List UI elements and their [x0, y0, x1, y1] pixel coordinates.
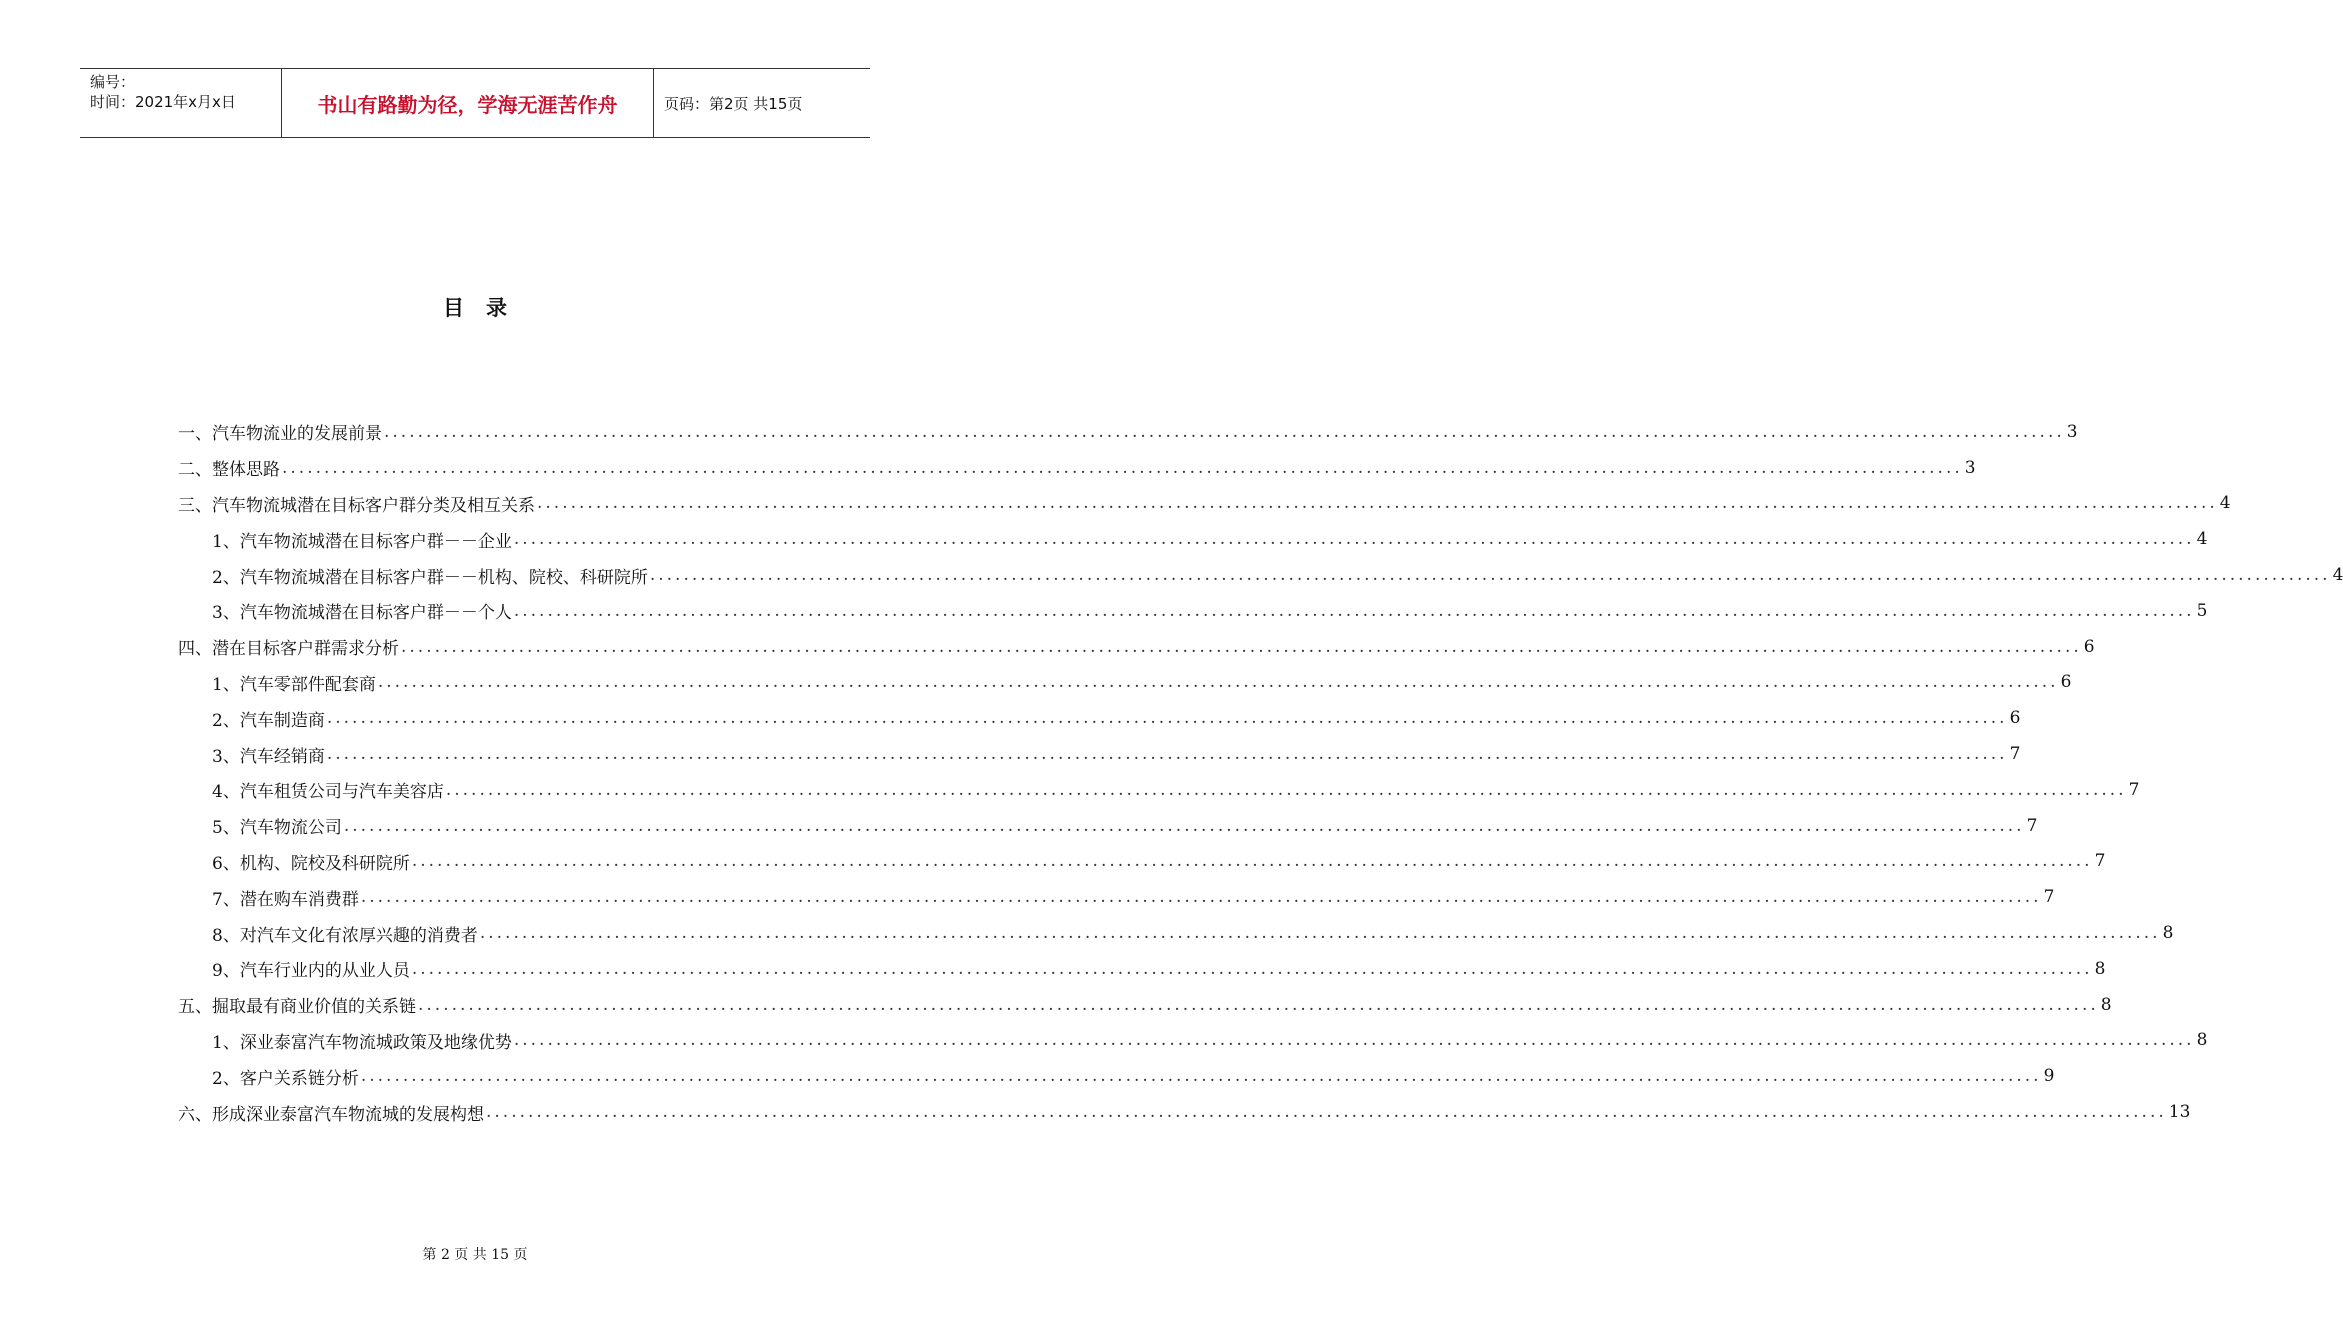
toc-entry-page: 8	[2100, 994, 2112, 1015]
toc-leader-dots: ........................................................................................................................................................................................................	[513, 529, 2195, 550]
toc-leader-dots: ........................................................................................................................................................................................................	[649, 565, 2331, 586]
toc-entry[interactable]	[178, 987, 2112, 1023]
toc-entry[interactable]	[178, 629, 2095, 665]
toc-entry-page: 3	[2066, 421, 2078, 442]
document-number-label: 编号：	[90, 73, 136, 91]
toc-entry-label: 3、汽车经销商	[212, 746, 325, 767]
toc-leader-dots: ........................................................................................................................................................................................................	[513, 1030, 2195, 1051]
toc-entry-page: 8	[2196, 1030, 2208, 1051]
toc-entry-label: 1、汽车物流城潜在目标客户群－－企业	[212, 531, 512, 552]
toc-entry[interactable]	[178, 450, 1976, 486]
toc-leader-dots: ........................................................................................................................................................................................................	[377, 672, 2059, 693]
toc-leader-dots: ........................................................................................................................................................................................................	[418, 994, 2099, 1015]
toc-entry-label: 三、汽车物流城潜在目标客户群分类及相互关系	[178, 495, 535, 516]
toc-entry-page: 6	[2060, 672, 2072, 693]
toc-entry[interactable]	[178, 1094, 2191, 1130]
toc-entry-label: 四、潜在目标客户群需求分析	[178, 639, 399, 660]
toc-entry-page: 4	[2332, 565, 2343, 586]
toc-entry-label: 六、形成深业泰富汽车物流城的发展构想	[178, 1104, 484, 1125]
toc-leader-dots: ........................................................................................................................................................................................................	[360, 1066, 2042, 1087]
toc-entry[interactable]	[178, 593, 2208, 629]
toc-leader-dots: ........................................................................................................................................................................................................	[479, 923, 2161, 944]
toc-leader-dots: ........................................................................................................................................................................................................	[537, 493, 2218, 514]
toc-entry[interactable]	[178, 879, 2055, 915]
toc-entry-page: 5	[2196, 600, 2208, 621]
toc-entry-page: 7	[2009, 744, 2021, 765]
toc-entry[interactable]	[178, 414, 2078, 450]
toc-entry-label: 2、汽车物流城潜在目标客户群－－机构、院校、科研院所	[212, 567, 648, 588]
toc-entry[interactable]	[178, 665, 2072, 701]
toc-entry[interactable]	[178, 808, 2038, 844]
toc-entry-label: 1、汽车零部件配套商	[212, 674, 376, 695]
toc-entry-page: 8	[2094, 958, 2106, 979]
toc-entry-label: 1、深业泰富汽车物流城政策及地缘优势	[212, 1032, 512, 1053]
toc-entry[interactable]	[178, 915, 2174, 951]
toc-entry-label: 6、机构、院校及科研院所	[212, 853, 410, 874]
toc-entry-page: 6	[2083, 636, 2095, 657]
page-footer: 第 2 页 共 15 页	[422, 1247, 528, 1263]
toc-entry-label: 5、汽车物流公司	[212, 818, 342, 839]
toc-entry-label: 五、掘取最有商业价值的关系链	[178, 997, 416, 1018]
toc-leader-dots: ........................................................................................................................................................................................................	[343, 815, 2025, 836]
toc-leader-dots: ........................................................................................................................................................................................................	[384, 421, 2065, 442]
toc-leader-dots: ........................................................................................................................................................................................................	[513, 600, 2195, 621]
toc-entry-label: 3、汽车物流城潜在目标客户群－－个人	[212, 603, 512, 624]
toc-entry[interactable]	[178, 521, 2208, 557]
toc-entry-page: 6	[2009, 708, 2021, 729]
toc-entry-page: 13	[2168, 1102, 2191, 1123]
header-page-info: 页码：第2页 共15页	[664, 94, 803, 113]
toc-entry-page: 9	[2043, 1066, 2055, 1087]
toc-leader-dots: ........................................................................................................................................................................................................	[486, 1102, 2167, 1123]
toc-entry[interactable]	[178, 951, 2106, 987]
toc-entry-label: 8、对汽车文化有浓厚兴趣的消费者	[212, 925, 478, 946]
toc-leader-dots: ........................................................................................................................................................................................................	[411, 958, 2093, 979]
toc-leader-dots: ........................................................................................................................................................................................................	[445, 779, 2127, 800]
toc-entry-label: 二、整体思路	[178, 460, 280, 481]
table-of-contents	[178, 414, 2343, 1130]
toc-leader-dots: ........................................................................................................................................................................................................	[411, 851, 2093, 872]
toc-entry-label: 9、汽车行业内的从业人员	[212, 961, 410, 982]
toc-title: 目录	[443, 296, 529, 320]
toc-leader-dots: ........................................................................................................................................................................................................	[282, 457, 1963, 478]
toc-entry[interactable]	[178, 844, 2106, 880]
page-header	[80, 68, 870, 138]
toc-entry-label: 7、潜在购车消费群	[212, 889, 359, 910]
toc-entry[interactable]	[178, 1023, 2208, 1059]
toc-entry-page: 3	[1964, 457, 1976, 478]
header-meta	[80, 69, 282, 137]
toc-leader-dots: ........................................................................................................................................................................................................	[360, 887, 2042, 908]
toc-leader-dots: ........................................................................................................................................................................................................	[326, 744, 2008, 765]
toc-entry-label: 一、汽车物流业的发展前景	[178, 424, 382, 445]
toc-entry[interactable]	[178, 557, 2343, 593]
toc-entry[interactable]	[178, 1058, 2055, 1094]
toc-entry[interactable]	[178, 772, 2140, 808]
toc-entry-page: 7	[2043, 887, 2055, 908]
toc-entry-label: 2、客户关系链分析	[212, 1068, 359, 1089]
toc-entry-page: 7	[2026, 815, 2038, 836]
toc-entry-label: 2、汽车制造商	[212, 710, 325, 731]
toc-entry-page: 4	[2219, 493, 2231, 514]
toc-entry[interactable]	[178, 736, 2021, 772]
header-motto: 书山有路勤为径，学海无涯苦作舟	[282, 69, 654, 137]
toc-entry-page: 4	[2196, 529, 2208, 550]
toc-entry-page: 7	[2128, 779, 2140, 800]
toc-leader-dots: ........................................................................................................................................................................................................	[326, 708, 2008, 729]
toc-leader-dots: ........................................................................................................................................................................................................	[401, 636, 2082, 657]
toc-entry-label: 4、汽车租赁公司与汽车美容店	[212, 782, 444, 803]
toc-entry[interactable]	[178, 700, 2021, 736]
toc-entry-page: 7	[2094, 851, 2106, 872]
toc-entry[interactable]	[178, 486, 2231, 522]
toc-entry-page: 8	[2162, 923, 2174, 944]
document-date-label: 时间：2021年x月x日	[90, 93, 236, 111]
